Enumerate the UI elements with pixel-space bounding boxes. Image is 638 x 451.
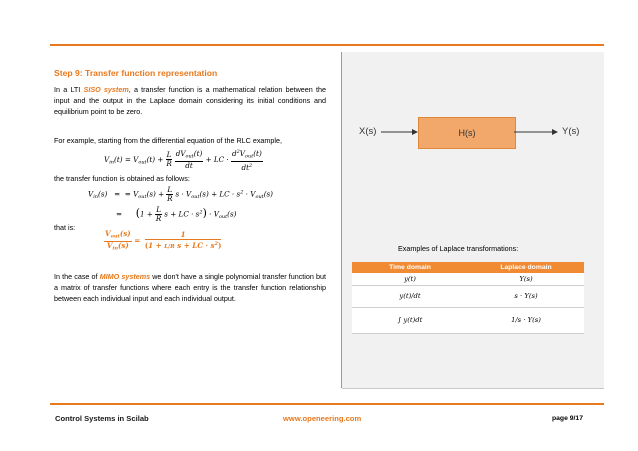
table-row bbox=[352, 307, 584, 333]
transfer-block: H(s) bbox=[418, 117, 516, 149]
footer-rule bbox=[50, 403, 604, 405]
laplace-caption: Examples of Laplace transformations: bbox=[398, 244, 519, 253]
example-text: For example, starting from the differential equation of the RLC example, bbox=[54, 136, 282, 145]
laplace-table-header bbox=[352, 262, 584, 273]
laplace-equation-line-1: $V_{in}(s)$ = = $V_{out}(s)$ + $\frac{L}{R}$ $s \cdot V_{out}(s)$ + LC · $s^2 \cdot V_{out}(s)$ bbox=[88, 185, 273, 203]
mimo-highlight: MIMO systems bbox=[99, 272, 151, 281]
mimo-paragraph bbox=[54, 271, 326, 304]
footer-left: Control Systems in Scilab bbox=[55, 414, 149, 423]
section-title: Step 9: Transfer function representation bbox=[54, 68, 218, 78]
input-arrow-icon bbox=[376, 126, 420, 138]
obtained-text: the transfer function is obtained as follows: bbox=[54, 174, 190, 183]
input-label: X(s) bbox=[359, 126, 377, 137]
row-2-time: y(t)/dt bbox=[352, 285, 468, 307]
row-1-laplace: Y(s) bbox=[468, 273, 584, 285]
siso-highlight: SISO system bbox=[83, 85, 129, 94]
header-rule bbox=[50, 44, 604, 46]
transfer-function-formula: $\frac{V_{out}(s)}{V_{in}(s)}$ = $\frac{1}{(1 + L/R s + LC \cdot s^2)}$ bbox=[105, 229, 222, 251]
laplace-table bbox=[352, 262, 584, 334]
mimo-before: In the case of bbox=[54, 272, 100, 281]
table-row bbox=[352, 273, 584, 285]
intro-paragraph bbox=[54, 84, 326, 117]
footer-link[interactable]: www.openeering.com bbox=[283, 414, 362, 423]
that-is-text: that is: bbox=[54, 223, 76, 232]
column-divider bbox=[341, 52, 342, 388]
page-number: page 9/17 bbox=[552, 415, 583, 422]
mimo-after: we don't have a single polynomial transfer function but a matrix of transfer functions where each entry is the transfer function relationship between each individual input and each individual output. bbox=[54, 272, 326, 303]
right-panel bbox=[342, 52, 604, 389]
row-3-time: ∫ y(t)dt bbox=[352, 307, 468, 333]
row-2-laplace: s · Y(s) bbox=[468, 285, 584, 307]
rlc-differential-equation: $V_{in}(t) = V_{out}(t)$ + $\frac{L}{R}$ $\frac{dV_{out}(t)}{dt}$ + LC · $\frac{d^2V_{out}(t)}{dt^2}$ bbox=[104, 149, 262, 172]
header-time-domain: Time domain bbox=[352, 262, 468, 273]
intro-before: In a LTI bbox=[54, 85, 84, 94]
output-label: Y(s) bbox=[562, 126, 580, 137]
header-laplace-domain: Laplace domain bbox=[468, 262, 584, 273]
output-arrow-icon bbox=[514, 126, 560, 138]
row-1-time: y(t) bbox=[352, 273, 468, 285]
intro-after: , a transfer function is a mathematical relation between the input and the output in the Laplace domain considering its initial conditions and equilibrium point to be zero. bbox=[54, 85, 326, 116]
row-3-laplace: 1/s · Y(s) bbox=[468, 307, 584, 333]
table-row bbox=[352, 285, 584, 307]
laplace-equation-line-2: = (1 + $\frac{L}{R}$ s + LC · $s^2) \cdot V_{out}(s)$ bbox=[116, 205, 237, 223]
